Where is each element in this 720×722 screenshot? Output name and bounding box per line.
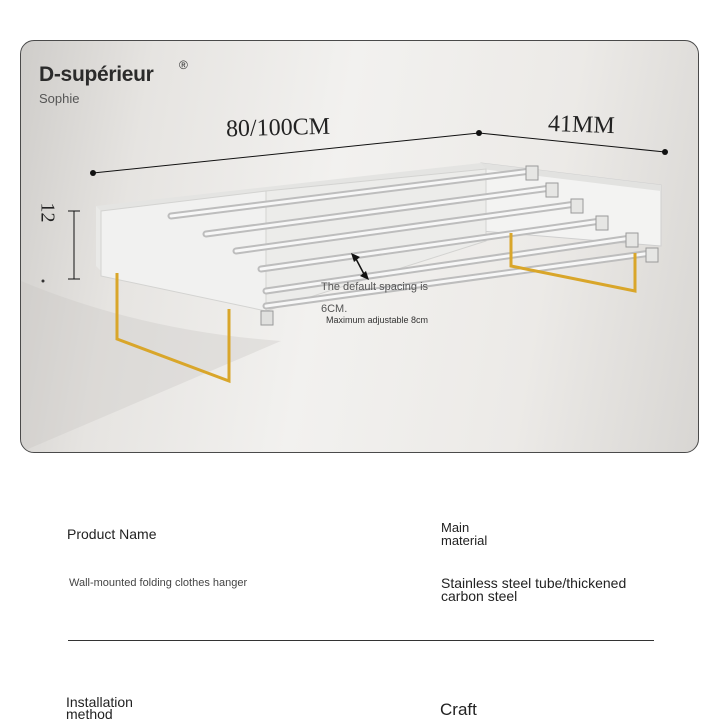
width-dimension-label: 80/100CM bbox=[225, 113, 331, 143]
craft-label: Craft bbox=[440, 700, 477, 719]
sub-brand: Sophie bbox=[39, 91, 80, 106]
width-dimension-start bbox=[90, 170, 96, 176]
bracket-3 bbox=[571, 199, 583, 213]
bracket-5 bbox=[626, 233, 638, 247]
depth-dimension-label: 41MM bbox=[547, 110, 616, 140]
spec-divider bbox=[68, 640, 654, 641]
spacing-note-line1: The default spacing is bbox=[321, 281, 429, 293]
bracket-6 bbox=[646, 248, 658, 262]
bracket-4 bbox=[596, 216, 608, 230]
bottom-clip bbox=[261, 311, 273, 325]
bracket-1 bbox=[526, 166, 538, 180]
main-material-value: Stainless steel tube/thickened carbon steel bbox=[441, 575, 627, 604]
bracket-2 bbox=[546, 183, 558, 197]
main-material-label: Main material bbox=[441, 520, 488, 548]
spacing-note-line3: Maximum adjustable 8cm bbox=[326, 315, 429, 325]
depth-dimension-end bbox=[662, 149, 668, 155]
wall-shadow bbox=[21, 281, 281, 452]
product-name-label: Product Name bbox=[67, 526, 157, 542]
product-hero-image bbox=[20, 40, 699, 453]
spacing-note-line2: 6CM. bbox=[321, 303, 348, 315]
registered-mark: ® bbox=[179, 58, 188, 72]
front-panel-left-end bbox=[96, 206, 101, 271]
clothes-hanger-illustration bbox=[21, 41, 698, 452]
brand-logo: D-supérieur bbox=[39, 63, 154, 86]
dot-marker bbox=[42, 280, 45, 283]
installation-method-label: Installation method bbox=[66, 694, 133, 722]
product-name-value: Wall-mounted folding clothes hanger bbox=[69, 577, 248, 589]
height-dimension-label: 12 bbox=[36, 202, 59, 223]
